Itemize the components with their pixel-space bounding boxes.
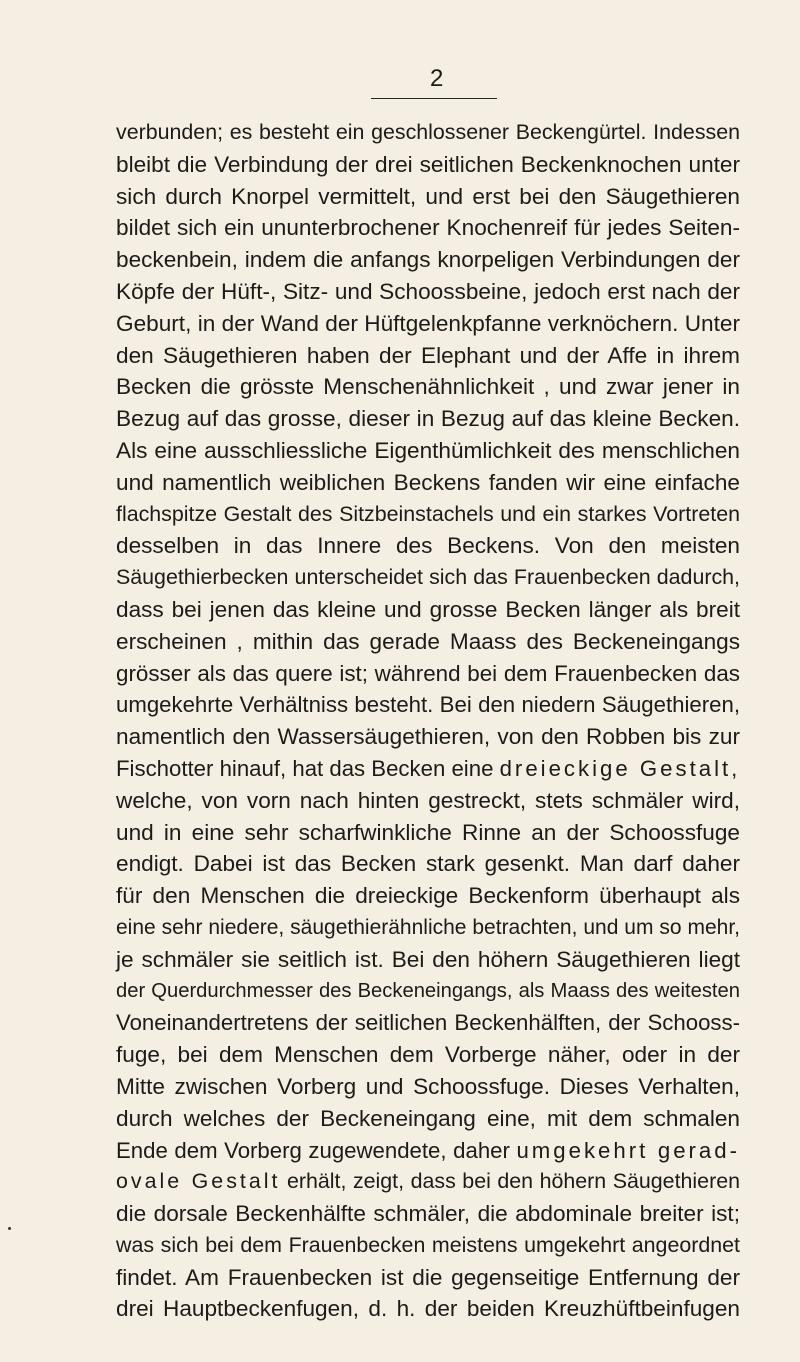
text-line: und in eine sehr scharfwinkliche Rinne an der Schoossfuge [116,819,740,845]
text-line: je schmäler sie seitlich ist. Bei den höhern Säugethieren liegt [116,946,740,972]
text-line: den Säugethieren haben der Elephant und der Affe in ihrem [116,342,740,368]
text-line: Köpfe der Hüft-, Sitz- und Schoossbeine, jedoch erst nach der [116,278,740,304]
text-line: drei Hauptbeckenfugen, d. h. der beiden Kreuzhüftbeinfugen [116,1296,740,1322]
text-line: Voneinandertretens der seitlichen Beckenhälften, der Schooss- [116,1010,740,1036]
text-line: erscheinen , mithin das gerade Maass des Beckeneingangs [116,628,740,654]
text-line: namentlich den Wassersäugethieren, von den Robben bis zur [116,724,740,750]
line-text: erhält, zeigt, dass bei den höhern Säugethieren [280,1169,740,1194]
text-line: die dorsale Beckenhälfte schmäler, die abdominale breiter ist; [116,1201,740,1227]
text-line: endigt. Dabei ist das Becken stark gesenkt. Man darf daher [116,851,740,877]
text-line: Becken die grösste Menschenähnlichkeit , und zwar jener in [116,374,740,400]
page-speck [8,1227,11,1230]
text-line: desselben in das Innere des Beckens. Von den meisten [116,533,740,559]
text-line: bildet sich ein ununterbrochener Knochenreif für jedes Seiten- [116,215,740,241]
text-line: flachspitze Gestalt des Sitzbeinstachels und ein starkes Vortreten [116,501,740,526]
header-rule [371,98,497,99]
emphasized-text: ovale Gestalt [116,1169,281,1194]
emphasized-text: dreieckige Gestalt, [499,755,741,781]
emphasized-text: umgekehrt gerad- [516,1137,740,1163]
text-line: sich durch Knorpel vermittelt, und erst bei den Säugethieren [116,183,740,209]
text-line: fuge, bei dem Menschen dem Vorberge näher, oder in der [116,1042,740,1068]
text-line: der Querdurchmesser des Beckeneingangs, als Maass des weitesten [116,979,740,1002]
text-line: Als eine ausschliessliche Eigenthümlichkeit des menschlichen [116,437,740,463]
text-line: was sich bei dem Frauenbecken meistens umgekehrt angeordnet [116,1232,740,1257]
text-line [116,1166,740,1198]
text-line: beckenbein, indem die anfangs knorpeligen Verbindungen der [116,247,740,273]
text-line: dass bei jenen das kleine und grosse Becken länger als breit [116,596,740,622]
text-line: umgekehrte Verhältniss besteht. Bei den niedern Säugethieren, [116,692,740,718]
text-line: Bezug auf das grosse, dieser in Bezug auf das kleine Becken. [116,406,740,432]
body-text [116,117,740,1325]
text-line: Säugethierbecken unterscheidet sich das Frauenbecken dadurch, [116,565,740,590]
text-line: bleibt die Verbindung der drei seitlichen Beckenknochen unter [116,151,740,177]
text-line: grösser als das quere ist; während bei dem Frauenbecken das [116,660,740,686]
line-text: Ende dem Vorberg zugewendete, daher [116,1137,517,1163]
text-line: eine sehr niedere, säugethierähnliche betrachten, und um so mehr, [116,915,740,939]
text-line: Geburt, in der Wand der Hüftgelenkpfanne verknöchern. Unter [116,310,740,336]
text-line: verbunden; es besteht ein geschlossener Beckengürtel. Indessen [116,120,740,144]
text-line: durch welches der Beckeneingang eine, mit dem schmalen [116,1105,740,1131]
text-line: welche, von vorn nach hinten gestreckt, stets schmäler wird, [116,787,740,813]
line-text: Fischotter hinauf, hat das Becken eine [116,755,500,781]
page-number: 2 [430,65,444,92]
text-line: Mitte zwischen Vorberg und Schoossfuge. Dieses Verhalten, [116,1073,740,1099]
text-line: für den Menschen die dreieckige Beckenform überhaupt als [116,883,740,909]
text-line: und namentlich weiblichen Beckens fanden wir eine einfache [116,469,740,495]
text-line: findet. Am Frauenbecken ist die gegenseitige Entfernung der [116,1264,740,1290]
text-line [116,753,740,785]
text-line [116,1135,740,1167]
